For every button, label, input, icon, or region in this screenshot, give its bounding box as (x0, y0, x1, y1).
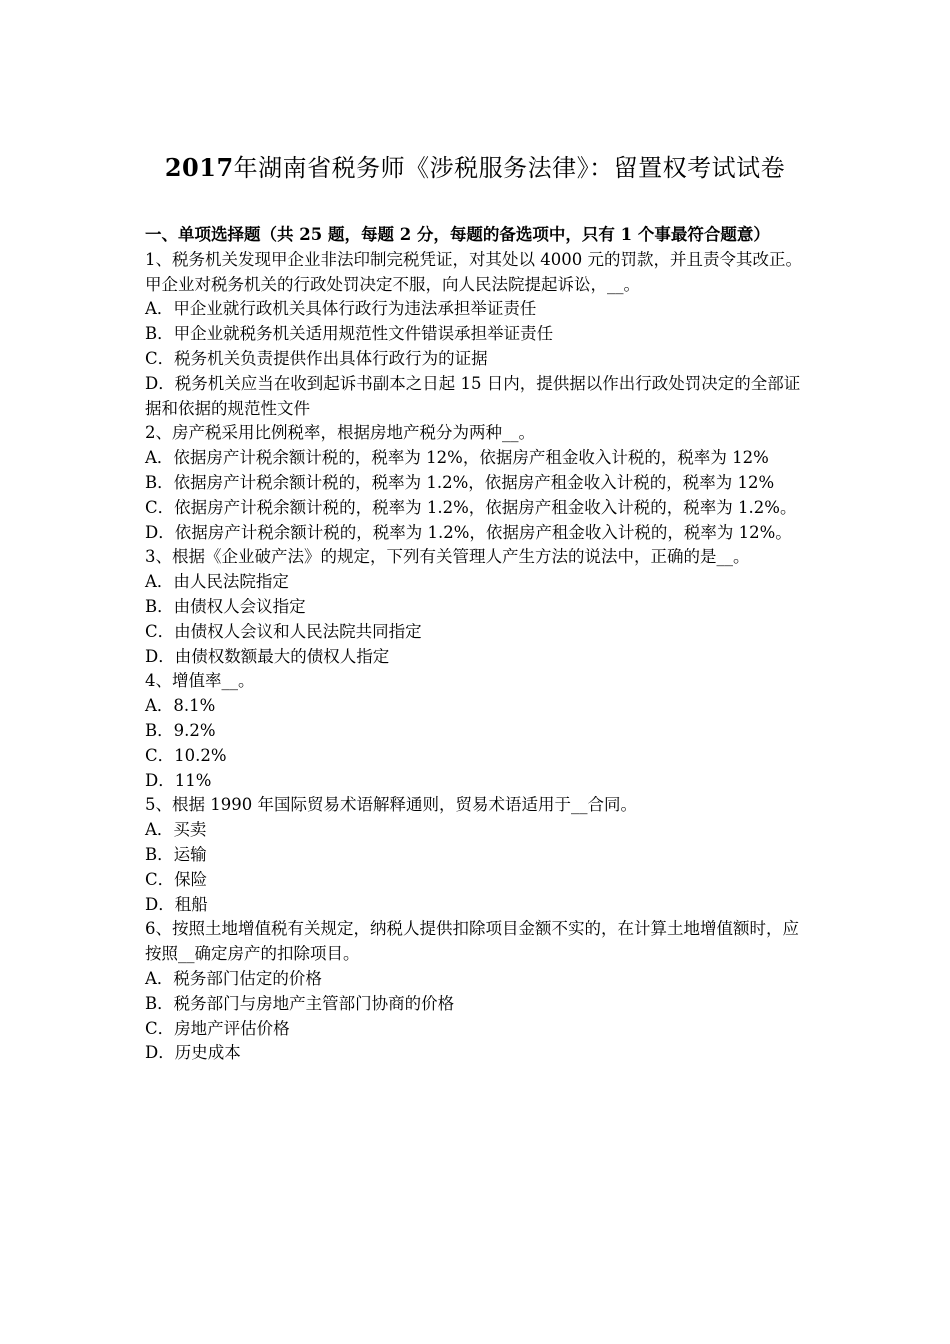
question-4 (145, 669, 807, 793)
option-b: B．由债权人会议指定 (145, 596, 306, 616)
title-text: 年湖南省税务师《涉税服务法律》：留置权考试试卷 (233, 154, 786, 182)
option-d: D．租船 (145, 894, 208, 914)
option-c: C．依据房产计税余额计税的，税率为 1.2%，依据房产租金收入计税的，税率为 1.2%。 (145, 497, 797, 517)
section-heading: 一、单项选择题（共 25 题，每题 2 分，每题的备选项中，只有 1 个事最符合题意） (145, 225, 770, 244)
document-body (145, 223, 807, 1066)
option-d: D．税务机关应当在收到起诉书副本之日起 15 日内，提供据以作出行政处罚决定的全部证据和依据的规范性文件 (145, 373, 801, 418)
option-b: B．运输 (145, 844, 207, 864)
option-c: C．税务机关负责提供作出具体行政行为的证据 (145, 348, 488, 368)
document-title (0, 150, 950, 186)
option-b: B．甲企业就税务机关适用规范性文件错误承担举证责任 (145, 324, 554, 344)
question-3 (145, 545, 807, 669)
option-c: C．房地产评估价格 (145, 1018, 290, 1038)
question-stem: 6、按照土地增值税有关规定，纳税人提供扣除项目金额不实的，在计算土地增值额时，应按照__确定房产的扣除项目。 (145, 919, 799, 964)
option-a: A．依据房产计税余额计税的，税率为 12%，依据房产租金收入计税的，税率为 12% (145, 448, 769, 468)
option-a: A．买卖 (145, 820, 207, 840)
question-stem: 5、根据 1990 年国际贸易术语解释通则，贸易术语适用于__合同。 (145, 795, 637, 815)
question-6 (145, 917, 807, 1066)
option-b: B．9.2% (145, 720, 216, 740)
option-d: D．历史成本 (145, 1043, 241, 1063)
question-stem: 4、增值率__。 (145, 671, 255, 691)
option-d: D．依据房产计税余额计税的，税率为 1.2%，依据房产租金收入计税的，税率为 12%。 (145, 522, 792, 542)
option-c: C．10.2% (145, 745, 227, 765)
option-c: C．由债权人会议和人民法院共同指定 (145, 621, 422, 641)
question-5 (145, 793, 807, 917)
question-stem: 2、房产税采用比例税率，根据房地产税分为两种__。 (145, 423, 535, 443)
question-1 (145, 248, 807, 422)
option-b: B．税务部门与房地产主管部门协商的价格 (145, 993, 455, 1013)
question-stem: 1、税务机关发现甲企业非法印制完税凭证，对其处以 4000 元的罚款，并且责令其改正。甲企业对税务机关的行政处罚决定不服，向人民法院提起诉讼，__。 (145, 249, 802, 294)
title-year: 2017 (164, 153, 234, 182)
option-a: A．甲企业就行政机关具体行政行为违法承担举证责任 (145, 299, 537, 319)
question-2 (145, 421, 807, 545)
option-d: D．11% (145, 770, 212, 790)
question-stem: 3、根据《企业破产法》的规定，下列有关管理人产生方法的说法中，正确的是__。 (145, 547, 750, 567)
option-c: C．保险 (145, 869, 208, 889)
option-a: A．8.1% (145, 696, 216, 716)
option-d: D．由债权数额最大的债权人指定 (145, 646, 390, 666)
option-a: A．税务部门估定的价格 (145, 968, 322, 988)
option-b: B．依据房产计税余额计税的，税率为 1.2%，依据房产租金收入计税的，税率为 12% (145, 472, 775, 492)
option-a: A．由人民法院指定 (145, 572, 289, 592)
